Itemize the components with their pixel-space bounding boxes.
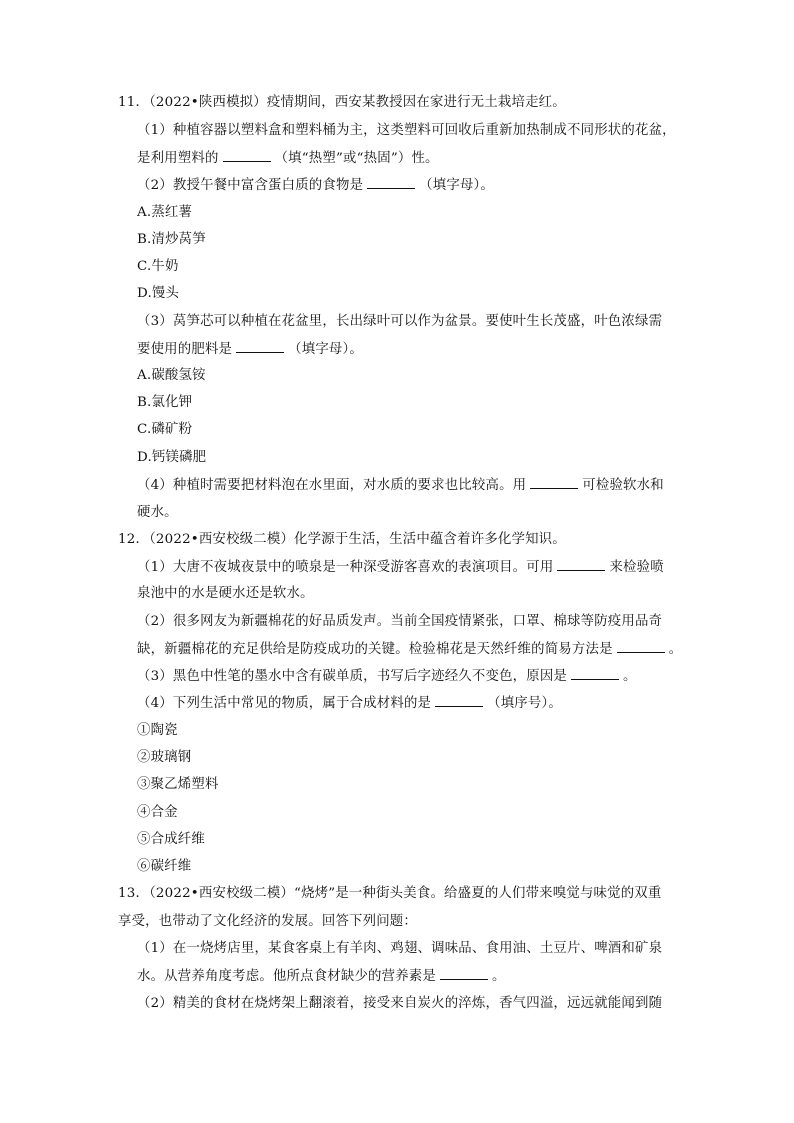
- question-stem: “烧烤”是一种街头美食。给盛夏的人们带来嗅觉与味觉的双重: [294, 886, 662, 901]
- q11-part2: （2）教授午餐中富含蛋白质的食物是 （填字母）。: [137, 175, 494, 196]
- question-13-header: [118, 884, 662, 904]
- q11-option-b: B.清炒莴笋: [137, 232, 206, 247]
- q12-part1-line2: 泉池中的水是硬水还是软水。: [137, 586, 314, 601]
- q11-part3-option-c: C.磷矿粉: [137, 422, 193, 437]
- q13-part1-line2: 水。从营养角度考虑。他所点食材缺少的营养素是 。: [137, 966, 506, 987]
- q13-part2-line1: （2）精美的食材在烧烤架上翻滚着，接受来自炭火的淬炼，香气四溢，远远就能闻到随: [137, 996, 663, 1011]
- answer-blank[interactable]: [367, 175, 415, 189]
- q11-part1-line1: （1）种植容器以塑料盒和塑料桶为主，这类塑料可回收后重新加热制成不同形状的花盆，: [137, 123, 676, 138]
- question-number: 12．: [118, 532, 150, 547]
- q12-part4: （4）下列生活中常见的物质，属于合成材料的是 （填序号）。: [137, 693, 562, 714]
- q12-option-2: ②玻璃钢: [137, 750, 192, 765]
- question-12-header: [118, 530, 566, 550]
- q11-part4-line2: 硬水。: [137, 505, 178, 520]
- question-11-header: [118, 93, 566, 113]
- q12-part3: （3）黑色中性笔的墨水中含有碳单质，书写后字迹经久不变色，原因是 。: [137, 666, 637, 687]
- q12-option-1: ①陶瓷: [137, 723, 178, 738]
- q11-option-c: C.牛奶: [137, 259, 179, 274]
- answer-blank[interactable]: [530, 475, 578, 489]
- answer-blank[interactable]: [440, 966, 488, 980]
- q12-option-6: ⑥碳纤维: [137, 859, 192, 874]
- q11-option-d: D.馒头: [137, 286, 180, 301]
- answer-blank[interactable]: [617, 639, 665, 653]
- question-number: 11．: [118, 95, 150, 110]
- question-13-stem-line2: 享受，也带动了文化经济的发展。回答下列问题：: [118, 914, 417, 929]
- q12-option-4: ④合金: [137, 805, 178, 820]
- q12-option-5: ⑤合成纤维: [137, 832, 205, 847]
- q12-part2-line2: 缺，新疆棉花的充足供给是防疫成功的关键。检验棉花是天然纤维的简易方法是 。: [137, 639, 682, 660]
- question-stem: 疫情期间，西安某教授因在家进行无土栽培走红。: [266, 95, 566, 110]
- q11-part4-line1: （4）种植时需要把材料泡在水里面，对水质的要求也比较高。用 可检验软水和: [137, 475, 664, 496]
- question-source: （2022•西安校级二模）: [149, 886, 295, 901]
- answer-blank[interactable]: [571, 666, 619, 680]
- question-stem: 化学源于生活，生活中蕴含着许多化学知识。: [294, 532, 566, 547]
- q11-part3-line1: （3）莴笋芯可以种植在花盆里，长出绿叶可以作为盆景。要使叶生长茂盛，叶色浓绿需: [137, 314, 663, 329]
- q11-part3-option-b: B.氯化钾: [137, 395, 193, 410]
- q11-part3-option-a: A.碳酸氢铵: [137, 368, 206, 383]
- q11-part3-option-d: D.钙镁磷肥: [137, 450, 207, 465]
- answer-blank[interactable]: [557, 557, 605, 571]
- answer-blank[interactable]: [236, 339, 284, 353]
- q11-part3-line2: 要使用的肥料是 （填字母）。: [137, 339, 363, 360]
- q12-option-3: ③聚乙烯塑料: [137, 777, 219, 792]
- answer-blank[interactable]: [435, 693, 483, 707]
- q11-option-a: A.蒸红薯: [137, 205, 193, 220]
- q12-part1-line1: （1）大唐不夜城夜景中的喷泉是一种深受游客喜欢的表演项目。可用 来检验喷: [137, 557, 664, 578]
- question-number: 13．: [118, 886, 150, 901]
- answer-blank[interactable]: [223, 148, 271, 162]
- q11-part1-line2: 是利用塑料的 （填“热塑”或“热固”）性。: [137, 148, 439, 169]
- q12-part2-line1: （2）很多网友为新疆棉花的好品质发声。当前全国疫情紧张，口罩、棉球等防疫用品奇: [137, 614, 663, 629]
- q13-part1-line1: （1）在一烧烤店里，某食客桌上有羊肉、鸡翅、调味品、食用油、土豆片、啤酒和矿泉: [137, 941, 663, 956]
- question-source: （2022•西安校级二模）: [149, 532, 295, 547]
- question-source: （2022•陕西模拟）: [149, 95, 267, 110]
